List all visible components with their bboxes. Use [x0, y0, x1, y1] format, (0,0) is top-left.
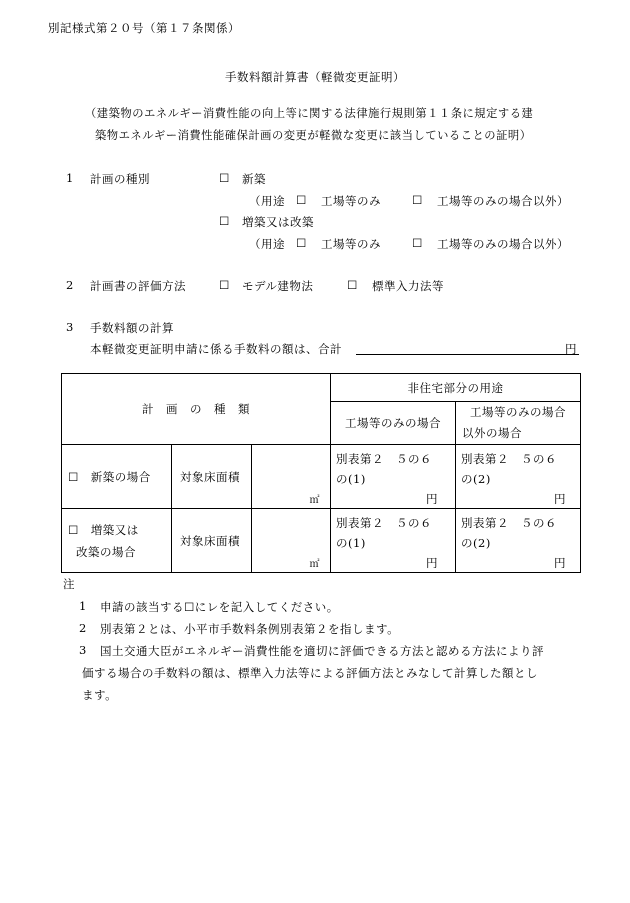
- fee-yen: 円: [426, 556, 439, 570]
- fee-ref-line-1: 別表第２ ５の６: [461, 452, 558, 466]
- document-title: 手数料額計算書（軽微変更証明）: [225, 70, 405, 84]
- note-text: 申請の該当する☐にレを記入してください。: [100, 600, 339, 614]
- row-label-cell: [62, 509, 172, 573]
- usage-other-label-2: 工場等のみの場合以外）: [437, 237, 569, 251]
- usage-other-label-1: 工場等のみの場合以外）: [437, 194, 569, 208]
- new-construction-checkbox[interactable]: ☐: [219, 171, 230, 185]
- fee-table: [61, 373, 581, 573]
- other-header-line-2: 以外の場合: [462, 426, 523, 440]
- row-label[interactable]: ☐ 新築の場合: [68, 469, 151, 484]
- area-label: 対象床面積: [180, 533, 240, 548]
- extension-label: 増築又は改築: [242, 215, 314, 229]
- standard-input-label: 標準入力法等: [372, 279, 444, 293]
- fee-ref-line-2: の(2): [461, 472, 491, 486]
- note-text-line-2: 価する場合の手数料の額は、標準入力法等による評価方法とみなして計算した額とし: [82, 666, 538, 680]
- section-1-label: 計画の種別: [90, 172, 150, 186]
- fee-cell-other[interactable]: [456, 509, 581, 573]
- fee-ref-line-1: 別表第２ ５の６: [336, 452, 433, 466]
- fee-total-sentence: 本軽微変更証明申請に係る手数料の額は、合計: [90, 342, 342, 356]
- factory-only-header-cell: [331, 402, 456, 445]
- standard-input-checkbox[interactable]: ☐: [347, 278, 358, 292]
- subtitle-line-2: 築物エネルギー消費性能確保計画の変更が軽微な変更に該当していることの証明）: [95, 129, 532, 142]
- fee-ref-line-1: 別表第２ ５の６: [461, 516, 558, 530]
- note-number: 1: [79, 599, 87, 613]
- fee-cell-factory[interactable]: [331, 445, 456, 509]
- note-number: 2: [79, 621, 87, 635]
- usage-factory-only-checkbox-1[interactable]: ☐: [296, 193, 307, 207]
- fee-ref-line-2: の(1): [336, 536, 366, 550]
- factory-only-header: 工場等のみの場合: [345, 416, 442, 430]
- table-row: [62, 445, 581, 509]
- fee-ref-line-2: の(2): [461, 536, 491, 550]
- section-3-label: 手数料額の計算: [90, 321, 174, 335]
- row-label[interactable]: ☐ 増築又は: [68, 522, 139, 537]
- section-3-number: 3: [66, 320, 74, 334]
- extension-checkbox[interactable]: ☐: [219, 214, 230, 228]
- other-header-cell: [456, 402, 581, 445]
- note-text: 別表第２とは、小平市手数料条例別表第２を指します。: [100, 622, 400, 636]
- fee-yen: 円: [554, 556, 567, 570]
- usage-factory-only-label-1: 工場等のみ: [321, 194, 381, 208]
- note-text-line-3: ます。: [82, 688, 118, 702]
- note-number: 3: [79, 643, 87, 657]
- area-label-cell: [172, 509, 252, 573]
- other-header-line-1: 工場等のみの場合: [470, 405, 567, 419]
- model-building-label: モデル建物法: [242, 279, 314, 293]
- usage-open-1: （用途: [249, 194, 285, 208]
- fee-total-input[interactable]: [356, 340, 579, 355]
- row-label-line-2: 改築の場合: [76, 544, 136, 559]
- new-construction-label: 新築: [242, 172, 266, 186]
- area-input-cell[interactable]: [252, 509, 331, 573]
- fee-cell-other[interactable]: [456, 445, 581, 509]
- plan-type-header: 計 画 の 種 類: [142, 402, 250, 416]
- fee-yen: 円: [426, 492, 439, 506]
- row-label-cell: [62, 445, 172, 509]
- fee-ref-line-1: 別表第２ ５の６: [336, 516, 433, 530]
- usage-factory-only-label-2: 工場等のみ: [321, 237, 381, 251]
- fee-cell-factory[interactable]: [331, 509, 456, 573]
- fee-total-yen: 円: [565, 342, 577, 356]
- usage-factory-only-checkbox-2[interactable]: ☐: [296, 236, 307, 250]
- fee-yen: 円: [554, 492, 567, 506]
- area-input-cell[interactable]: [252, 445, 331, 509]
- form-number: 別記様式第２０号（第１７条関係）: [48, 21, 240, 35]
- usage-open-2: （用途: [249, 237, 285, 251]
- section-2-label: 計画書の評価方法: [90, 279, 186, 293]
- area-unit: ㎡: [309, 495, 321, 506]
- usage-other-checkbox-1[interactable]: ☐: [412, 193, 423, 207]
- model-building-checkbox[interactable]: ☐: [219, 278, 230, 292]
- plan-type-header-cell: [62, 374, 331, 445]
- notes-heading: 注: [63, 577, 75, 591]
- area-label-cell: [172, 445, 252, 509]
- usage-other-checkbox-2[interactable]: ☐: [412, 236, 423, 250]
- fee-ref-line-2: の(1): [336, 472, 366, 486]
- section-2-number: 2: [66, 278, 74, 292]
- subtitle-line-1: （建築物のエネルギー消費性能の向上等に関する法律施行規則第１１条に規定する建: [85, 107, 534, 120]
- area-unit: ㎡: [309, 559, 321, 570]
- area-label: 対象床面積: [180, 469, 240, 484]
- non-residential-header-cell: [331, 374, 581, 402]
- table-row: [62, 509, 581, 573]
- section-1-number: 1: [66, 171, 74, 185]
- note-text: 国土交通大臣がエネルギー消費性能を適切に評価できる方法と認める方法により評: [100, 644, 544, 658]
- non-residential-header: 非住宅部分の用途: [407, 380, 504, 395]
